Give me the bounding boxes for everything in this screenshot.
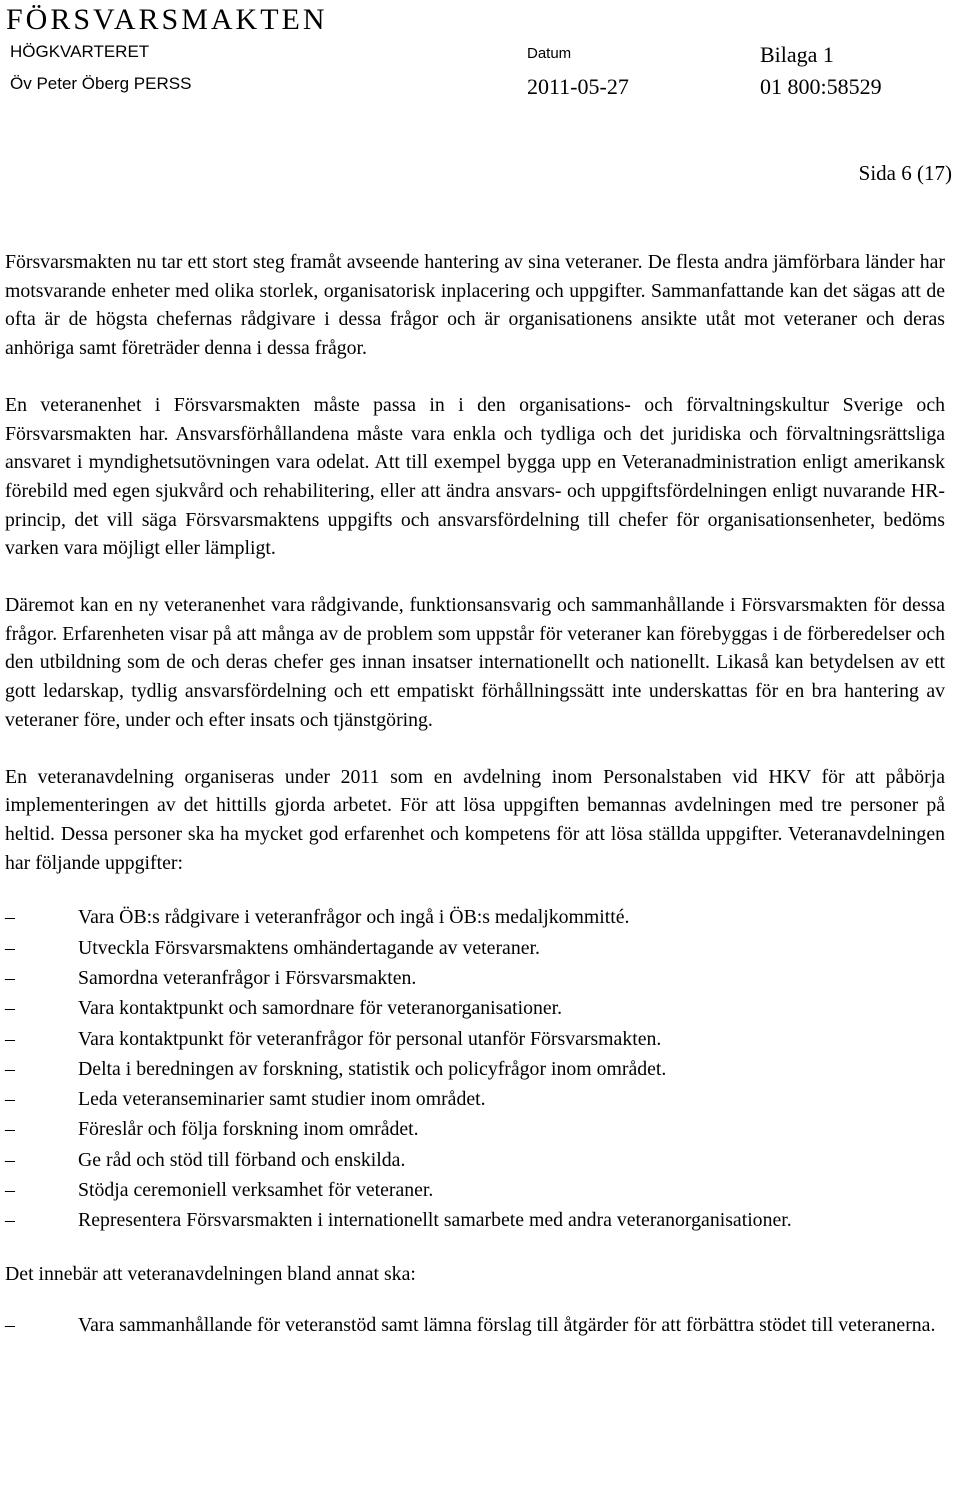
list-item	[5, 1054, 945, 1084]
unit-name: HÖGKVARTERET	[10, 42, 150, 61]
list-item	[5, 1145, 945, 1175]
list-item-text: Ge råd och stöd till förband och enskilda.	[78, 1148, 406, 1171]
dash-bullet: –	[5, 1148, 15, 1171]
list-item-text: Vara kontaktpunkt och samordnare för veteranorganisationer.	[78, 997, 563, 1020]
list-item	[5, 1175, 945, 1205]
list-item	[5, 963, 945, 993]
paragraph: Däremot kan en ny veteranenhet vara rådgivande, funktionsansvarig och sammanhållande i Försvarsmakten för dessa frågor. Erfarenheten visar på att många av de problem som uppstår för veteraner kan förebyggas i de förberedelser och den utbildning som de och deras chefer ges innan insatser internationellt och nationellt. Likaså kan betydelsen av ett gott ledarskap, tydlig ansvarsfördelning och ett empatiskt förhållningssätt inte underskattas för en bra hantering av veteraner före, under och efter insats och tjänstgöring.	[5, 594, 945, 731]
dash-bullet: –	[5, 966, 15, 989]
author-name: Öv Peter Öberg PERSS	[10, 74, 192, 93]
document-body	[5, 248, 945, 1341]
dash-bullet: –	[5, 997, 15, 1020]
paragraph: Det innebär att veteranavdelningen bland annat ska:	[5, 1262, 416, 1285]
dash-bullet: –	[5, 1088, 15, 1111]
list-item	[5, 1310, 945, 1340]
list-item	[5, 1114, 945, 1144]
dash-bullet: –	[5, 1314, 15, 1337]
paragraph: Försvarsmakten nu tar ett stort steg framåt avseende hantering av sina veteraner. De flesta andra jämförbara länder har motsvarande enheter med olika storlek, organisatorisk inplacering och uppgifter. Sammanfattande kan det sägas att de ofta är de högsta chefernas rådgivare i dessa frågor och är organisationens ansikte utåt mot veteraner och deras anhöriga samt företräder denna i dessa frågor.	[5, 251, 945, 360]
dash-bullet: –	[5, 1057, 15, 1080]
date-value: 2011-05-27	[527, 74, 629, 99]
list-item-text: Vara ÖB:s rådgivare i veteranfrågor och ingå i ÖB:s medaljkommitté.	[78, 906, 630, 929]
list-item-text: Representera Försvarsmakten i internationellt samarbete med andra veteranorganisationer.	[78, 1209, 792, 1232]
list-item-text: Vara sammanhållande för veteranstöd samt lämna förslag till åtgärder för att förbättra stödet till veteranerna.	[78, 1314, 936, 1337]
list-item-text: Utveckla Försvarsmaktens omhändertagande av veteraner.	[78, 936, 540, 959]
paragraph: En veteranenhet i Försvarsmakten måste passa in i den organisations- och förvaltningskultur Sverige och Försvarsmakten har. Ansvarsförhållandena måste vara enkla och tydliga och det juridiska och förvaltningsrättsliga ansvaret i myndighetsutövningen vara odelat. Att till exempel bygga upp en Veteranadministration enligt amerikansk förebild med egen sjukvård och rehabilitering, eller att ändra ansvars- och uppgiftsfördelningen enligt nuvarande HR-princip, det vill säga Försvarsmaktens uppgifts och ansvarsfördelning till chefer för organisationsenheter, bedöms varken vara möjligt eller lämpligt.	[5, 393, 945, 560]
list-item-text: Samordna veteranfrågor i Försvarsmakten.	[78, 966, 417, 989]
dash-bullet: –	[5, 1209, 15, 1232]
dash-bullet: –	[5, 906, 15, 929]
list-item	[5, 993, 945, 1023]
list-item-text: Delta i beredningen av forskning, statistik och policyfrågor inom området.	[78, 1057, 667, 1080]
reference-number: 01 800:58529	[760, 74, 882, 99]
paragraph: En veteranavdelning organiseras under 2011 som en avdelning inom Personalstaben vid HKV för att påbörja implementeringen av det hittills gjorda arbetet. För att lösa uppgiften bemannas avdelningen med tre personer på heltid. Dessa personer ska ha mycket god erfarenhet och kompetens för att lösa ställda uppgifter. Veteranavdelningen har följande uppgifter:	[5, 765, 945, 874]
list-item	[5, 933, 945, 963]
organization-name: FÖRSVARSMAKTEN	[6, 3, 328, 36]
date-label: Datum	[527, 45, 572, 62]
list-item-text: Leda veteranseminarier samt studier inom området.	[78, 1088, 486, 1111]
list-item	[5, 902, 945, 932]
list-item-text: Vara kontaktpunkt för veteranfrågor för personal utanför Försvarsmakten.	[78, 1027, 662, 1050]
list-item-text: Föreslår och följa forskning inom området.	[78, 1118, 419, 1141]
list-item-text: Stödja ceremoniell verksamhet för veteraner.	[78, 1179, 434, 1202]
list-item	[5, 1205, 945, 1235]
attachment-label: Bilaga 1	[760, 42, 834, 67]
list-item	[5, 1084, 945, 1114]
page-number: Sida 6 (17)	[858, 161, 952, 185]
task-list-secondary	[5, 1310, 945, 1340]
dash-bullet: –	[5, 1179, 15, 1202]
dash-bullet: –	[5, 1118, 15, 1141]
dash-bullet: –	[5, 1027, 15, 1050]
dash-bullet: –	[5, 936, 15, 959]
list-item	[5, 1024, 945, 1054]
task-list	[5, 902, 945, 1235]
